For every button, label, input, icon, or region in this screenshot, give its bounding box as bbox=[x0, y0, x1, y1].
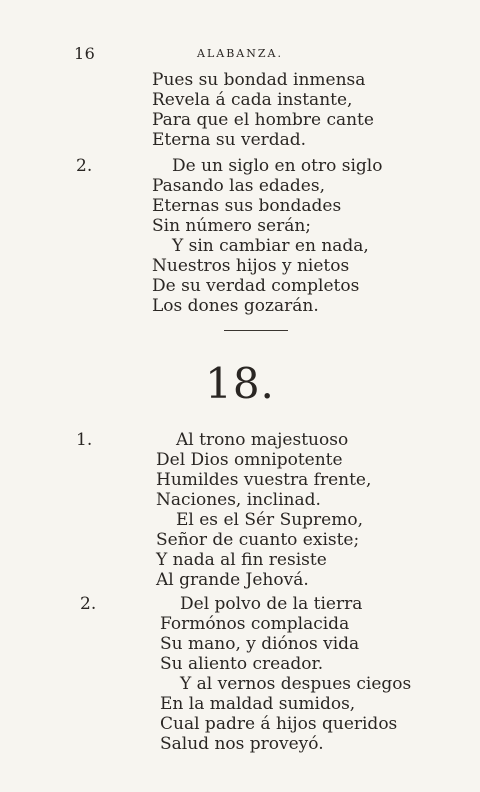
section-divider bbox=[224, 330, 288, 331]
verse-line: Al grande Jehová. bbox=[156, 570, 309, 590]
verse-line: Del Dios omnipotente bbox=[156, 450, 343, 470]
verse-line: Sin número serán; bbox=[152, 216, 312, 236]
hymn18-stanza1 bbox=[156, 430, 371, 590]
verse-line: Su aliento creador. bbox=[160, 654, 324, 674]
verse-line: Eternas sus bondades bbox=[152, 196, 342, 216]
verse-line: De su verdad completos bbox=[152, 276, 360, 296]
verse-line: El es el Sér Supremo, bbox=[176, 510, 363, 530]
verse-line: Y sin cambiar en nada, bbox=[172, 236, 369, 256]
verse-line: Y al vernos despues ciegos bbox=[180, 674, 412, 694]
verse-line: Humildes vuestra frente, bbox=[156, 470, 372, 490]
verse-line: Para que el hombre cante bbox=[152, 110, 374, 130]
verse-line: Eterna su verdad. bbox=[152, 130, 307, 150]
verse-line: Pues su bondad inmensa bbox=[152, 70, 366, 90]
stanza-number: 1. bbox=[76, 430, 93, 450]
hymn17-stanza1-tail bbox=[152, 70, 374, 150]
running-title: ALABANZA. bbox=[197, 47, 283, 60]
verse-line: Al trono majestuoso bbox=[176, 430, 349, 450]
verse-line: Pasando las edades, bbox=[152, 176, 325, 196]
verse-line: Señor de cuanto existe; bbox=[156, 530, 360, 550]
verse-line: Los dones gozarán. bbox=[152, 296, 319, 316]
hymn-number: 18. bbox=[205, 359, 275, 408]
verse-line: Naciones, inclinad. bbox=[156, 490, 321, 510]
verse-line: Salud nos proveyó. bbox=[160, 734, 324, 754]
verse-line: Formónos complacida bbox=[160, 614, 350, 634]
verse-line: En la maldad sumidos, bbox=[160, 694, 356, 714]
verse-line: Cual padre á hijos queridos bbox=[160, 714, 398, 734]
hymn17-stanza2 bbox=[152, 156, 382, 316]
stanza-number: 2. bbox=[80, 594, 97, 614]
verse-line: De un siglo en otro siglo bbox=[172, 156, 383, 176]
verse-line: Su mano, y diónos vida bbox=[160, 634, 360, 654]
verse-line: Nuestros hijos y nietos bbox=[152, 256, 350, 276]
verse-line: Revela á cada instante, bbox=[152, 90, 353, 110]
page-number: 16 bbox=[74, 44, 96, 63]
verse-line: Y nada al fin resiste bbox=[156, 550, 327, 570]
hymn18-stanza2 bbox=[160, 594, 411, 754]
verse-line: Del polvo de la tierra bbox=[180, 594, 363, 614]
stanza-number: 2. bbox=[76, 156, 93, 176]
